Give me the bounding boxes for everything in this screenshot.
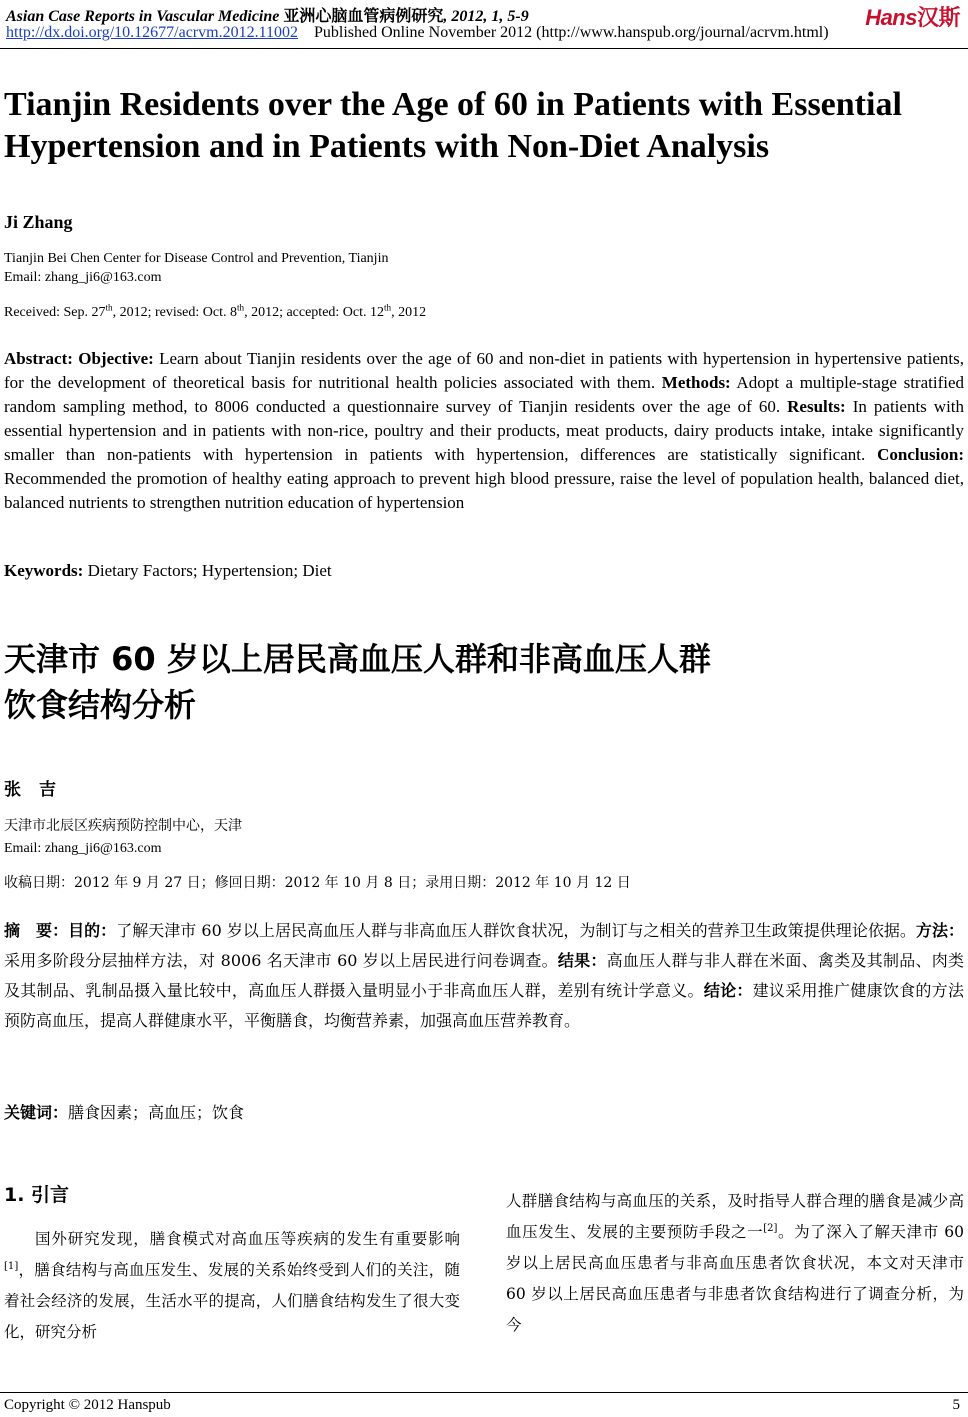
abstract-en (4, 347, 964, 515)
footer-divider (0, 1392, 968, 1393)
methods-text-cn: 采用多阶段分层抽样方法，对 8006 名天津市 60 岁以上居民进行问卷调查。 (4, 951, 558, 970)
journal-citation: , 2012, 1, 5-9 (443, 8, 529, 25)
received-dates-cn: 收稿日期：2012 年 9 月 27 日；修回日期：2012 年 10 月 8 日；录用日期：2012 年 10 月 12 日 (4, 875, 631, 891)
doi-link[interactable]: http://dx.doi.org/10.12677/acrvm.2012.11002 (6, 24, 298, 41)
logo-text-cn: 汉斯 (916, 5, 960, 30)
journal-name-cn: 亚洲心脑血管病例研究 (283, 8, 444, 25)
results-text-cn: 高血压人群与非人群在米面、禽类及其制品、肉类及其制品、乳制品摄入量比较中，高血压人群摄入量明显小于非高血压人群，差别有统计学意义。 (4, 951, 964, 1000)
objective-text-cn: 了解天津市 60 岁以上居民高血压人群与非高血压人群饮食状况，为制订与之相关的营养卫生政策提供理论依据。 (116, 921, 916, 940)
keywords-text: Dietary Factors; Hypertension; Diet (87, 561, 332, 580)
results-text: In patients with essential hypertension and in patients with non-rice, poultry and their products, meat products, dairy products intake, intake significantly smaller than non-patients with hypertension in patients with hypertension, differences are statistically significant. (4, 397, 965, 464)
affiliation-en: Tianjin Bei Chen Center for Disease Control and Prevention, Tianjin (4, 251, 389, 266)
abstract-label: Abstract: (4, 349, 73, 368)
methods-text: Adopt a multiple-stage stratified random sampling method, to 8006 conducted a questionnaire survey of Tianjin residents over the age of 60. (4, 373, 965, 416)
email-en: Email: zhang_ji6@163.com (4, 270, 162, 285)
section-heading-introduction: 1. 引言 (4, 1184, 70, 1206)
header-divider (0, 48, 968, 49)
published-online: Published Online November 2012 (http://www.hanspub.org/journal/acrvm.html) (313, 24, 829, 41)
keywords-label-cn: 关键词： (4, 1103, 69, 1122)
objective-label-cn: 目的： (68, 921, 117, 940)
results-label: Results: (787, 397, 846, 416)
abstract-label-cn: 摘 要： (4, 921, 69, 940)
paper-title-en: Tianjin Residents over the Age of 60 in Patients with Essential Hypertension and in Patients with Non-Diet Analysis (4, 86, 902, 165)
keywords-cn (4, 1100, 244, 1123)
conclusion-text: Recommended the promotion of healthy eating approach to prevent high blood pressure, raise the level of population health, balanced diet, balanced nutrients to strengthen nutrition education of hypertension (4, 469, 964, 512)
journal-name-en: Asian Case Reports in Vascular Medicine (6, 8, 280, 25)
page-number: 5 (952, 1397, 960, 1413)
keywords-en (4, 561, 332, 581)
copyright: Copyright © 2012 Hanspub (4, 1397, 171, 1413)
citation-ref-1: [1] (4, 1260, 19, 1272)
affiliation-cn: 天津市北辰区疾病预防控制中心，天津 Email: zhang_ji6@163.com (4, 818, 242, 856)
paper-title-cn: 天津市 60 岁以上居民高血压人群和非高血压人群 饮食结构分析 (4, 640, 711, 724)
logo-text-en: Hans (865, 5, 917, 30)
abstract-cn (4, 916, 964, 1036)
objective-text: Learn about Tianjin residents over the age of 60 and non-diet in patients with hypertension in hypertensive patients, for the development of theoretical basis for nutritional health policies associated with them. (4, 349, 964, 392)
keywords-text-cn: 膳食因素；高血压；饮食 (68, 1103, 245, 1122)
body-column-right: 人群膳食结构与高血压的关系，及时指导人群合理的膳食是减少高血压发生、发展的主要预防手段之一[2]。为了深入了解天津市 60 岁以上居民高血压患者与非高血压患者饮食状况，本文对天津市 60 岁以上居民高血压患者与非患者饮食结构进行了调查分析，为今 (506, 1192, 964, 1334)
received-dates-en: Received: Sep. 27th, 2012; revised: Oct. 8th, 2012; accepted: Oct. 12th, 2012 (4, 302, 427, 320)
author-name-cn: 张吉 (4, 780, 74, 800)
methods-label-cn: 方法： (915, 921, 964, 940)
doi-line (6, 24, 829, 42)
author-name-en: Ji Zhang (4, 212, 73, 232)
keywords-label: Keywords: (4, 561, 84, 580)
body-column-left: 国外研究发现，膳食模式对高血压等疾病的发生有重要影响[1]，膳食结构与高血压发生、发展的关系始终受到人们的关注，随着社会经济的发展，生活水平的提高，人们膳食结构发生了很大变化，研究分析 (4, 1230, 460, 1341)
citation-ref-2: [2] (763, 1222, 778, 1234)
email-cn: Email: zhang_ji6@163.com (4, 841, 162, 856)
conclusion-label-cn: 结论： (703, 981, 753, 1000)
hans-logo (865, 1, 960, 32)
results-label-cn: 结果： (557, 951, 607, 970)
methods-label: Methods: (661, 373, 731, 392)
conclusion-text-cn: 建议采用推广健康饮食的方法预防高血压，提高人群健康水平，平衡膳食，均衡营养素，加强高血压营养教育。 (4, 981, 964, 1030)
journal-header (6, 3, 529, 26)
conclusion-label: Conclusion: (877, 445, 965, 464)
objective-label: Objective: (78, 349, 154, 368)
